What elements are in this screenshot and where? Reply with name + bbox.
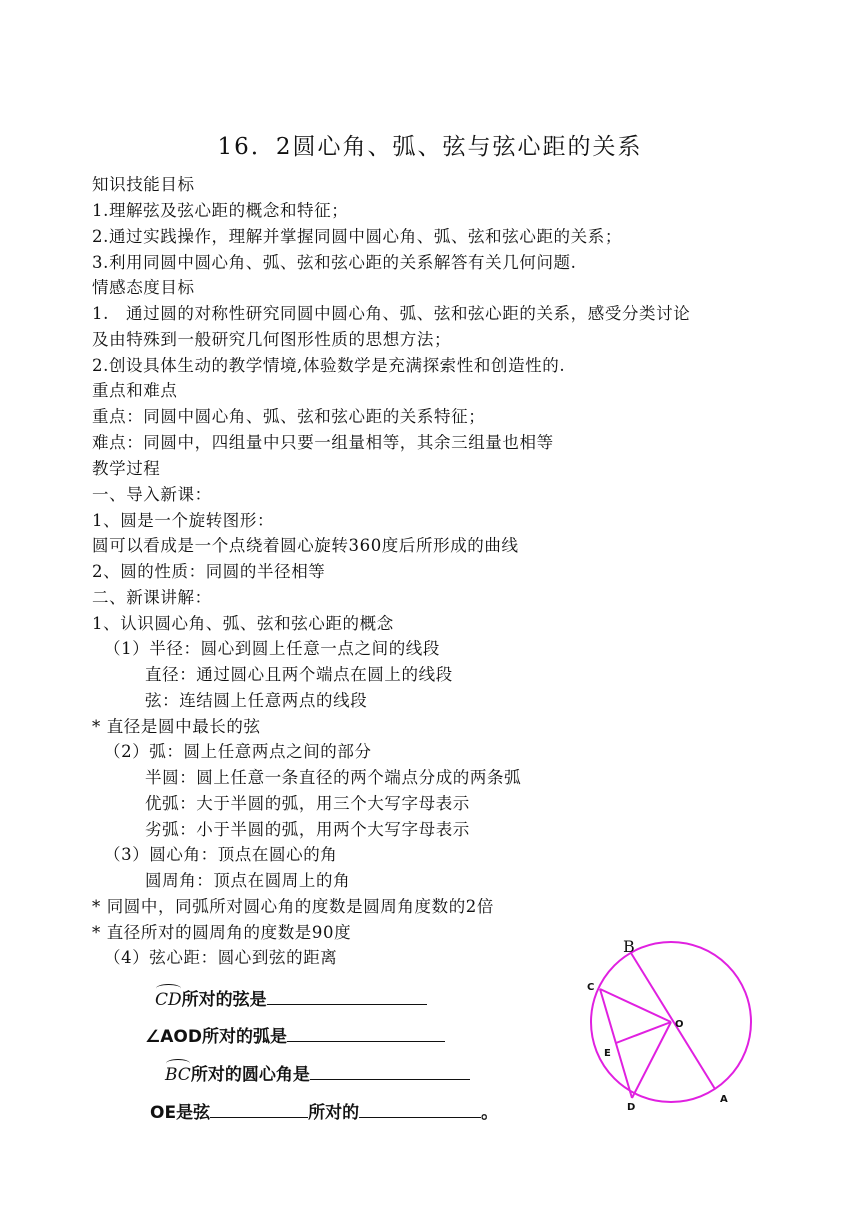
question-2-text: ∠AOD所对的弧是 [145, 1027, 287, 1047]
label-b: B [623, 937, 635, 956]
text-line: 1、圆是一个旋转图形： [92, 511, 275, 530]
question-4-end: 。 [481, 1103, 499, 1123]
text-line: 难点：同圆中，四组量中只要一组量相等，其余三组量也相等 [92, 433, 554, 452]
question-3-text: 所对的圆心角是 [190, 1065, 310, 1085]
arc-bc-symbol: BC [165, 1061, 191, 1085]
label-c: C [587, 982, 595, 993]
section-heading: 教学过程 [92, 459, 161, 478]
page-title: 16．2圆心角、弧、弦与弦心距的关系 [217, 134, 643, 160]
text-line: 弦：连结圆上任意两点的线段 [145, 691, 368, 710]
answer-blank-1[interactable] [267, 988, 427, 1005]
text-line: 及由特殊到一般研究几何图形性质的思想方法； [92, 330, 452, 349]
text-line: 半圆：圆上任意一条直径的两个端点分成的两条弧 [145, 768, 522, 787]
answer-blank-4b[interactable] [359, 1101, 481, 1118]
label-e: E [604, 1048, 611, 1059]
text-line: （1）半径：圆心到圆上任意一点之间的线段 [104, 639, 440, 658]
diagram-strokes [591, 942, 751, 1102]
circle-diagram [580, 930, 770, 1125]
text-line: （3）圆心角：顶点在圆心的角 [104, 845, 338, 864]
section-heading: 知识技能目标 [92, 175, 195, 194]
text-line: 圆可以看成是一个点绕着圆心旋转360度后所形成的曲线 [92, 536, 519, 555]
text-line: 一、导入新课： [92, 485, 212, 504]
question-3 [165, 1060, 470, 1085]
text-line: 1.理解弦及弦心距的概念和特征； [92, 201, 349, 220]
text-line: 圆周角：顶点在圆周上的角 [145, 871, 351, 890]
text-line: 2.创设具体生动的教学情境,体验数学是充满探索性和创造性的. [92, 356, 566, 375]
text-line: 2、圆的性质：同圆的半径相等 [92, 562, 326, 581]
answer-blank-2[interactable] [287, 1025, 445, 1042]
text-line: 优弧：大于半圆的弧，用三个大写字母表示 [145, 794, 470, 813]
radius-oc [600, 989, 671, 1022]
text-line: 二、新课讲解： [92, 588, 212, 607]
text-line: 重点：同圆中圆心角、弧、弦和弦心距的关系特征； [92, 407, 486, 426]
question-4-part-b: 所对的 [308, 1103, 360, 1123]
text-line: * 同圆中，同弧所对圆心角的度数是圆周角度数的2倍 [92, 897, 494, 916]
text-line: 劣弧：小于半圆的弧，用两个大写字母表示 [145, 820, 470, 839]
text-line: * 直径是圆中最长的弦 [92, 717, 261, 736]
diameter-ab [631, 953, 715, 1089]
arc-cd-symbol: CD [155, 986, 182, 1010]
text-line: 1、认识圆心角、弧、弦和弦心距的概念 [92, 614, 394, 633]
label-a: A [720, 1094, 728, 1105]
label-o: O [675, 1019, 684, 1030]
chord-cd [600, 989, 632, 1098]
text-line: 3.利用同圆中圆心角、弧、弦和弦心距的关系解答有关几何问题. [92, 253, 577, 272]
answer-blank-4a[interactable] [210, 1101, 308, 1118]
question-4-part-a: OE是弦 [150, 1103, 211, 1123]
label-d: D [627, 1102, 636, 1113]
question-1-text: 所对的弦是 [181, 990, 267, 1010]
text-line: 直径：通过圆心且两个端点在圆上的线段 [145, 665, 453, 684]
text-line: （4）弦心距：圆心到弦的距离 [104, 948, 338, 967]
text-line: 2.通过实践操作，理解并掌握同圆中圆心角、弧、弦和弦心距的关系； [92, 227, 622, 246]
text-line: * 直径所对的圆周角的度数是90度 [92, 923, 352, 942]
text-line: 1. 通过圆的对称性研究同圆中圆心角、弧、弦和弦心距的关系，感受分类讨论 [92, 304, 691, 323]
section-heading: 重点和难点 [92, 381, 178, 400]
question-1 [155, 985, 427, 1010]
text-line: （2）弧：圆上任意两点之间的部分 [104, 742, 372, 761]
radius-od [632, 1022, 671, 1098]
section-heading: 情感态度目标 [92, 278, 195, 297]
question-4 [150, 1098, 498, 1123]
question-2 [145, 1022, 445, 1047]
answer-blank-3[interactable] [310, 1063, 470, 1080]
